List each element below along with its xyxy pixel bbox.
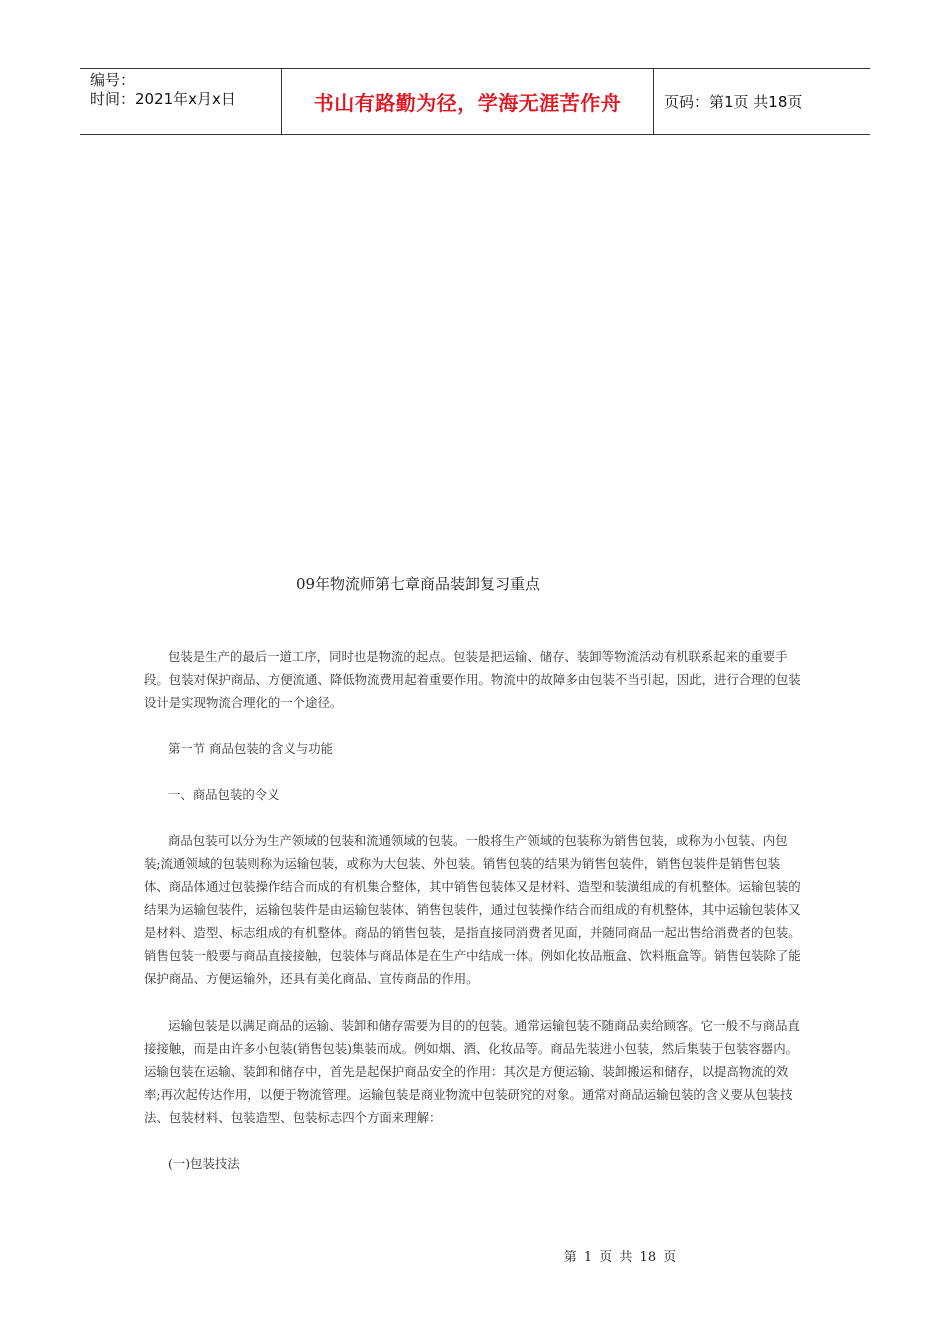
header-page-number: 页码：第1页 共18页 (664, 93, 803, 111)
paragraph-intro: 包装是生产的最后一道工序，同时也是物流的起点。包装是把运输、储存、装卸等物流活动有机联系起来的重要手段。包装对保护商品、方便流通、降低物流费用起着重要作用。物流中的故障多由包装不当引起，因此，进行合理的包装设计是实现物流合理化的一个途径。 (144, 649, 801, 710)
subheading-packaging-technique: (一)包装技法 (168, 1156, 240, 1171)
time-label: 时间：2021年x月x日 (90, 90, 236, 108)
document-title: 09年物流师第七章商品装卸复习重点 (295, 575, 541, 593)
header-table (80, 68, 870, 135)
page-footer: 第 1 页 共 18 页 (563, 1250, 677, 1265)
paragraph-sales-packaging: 商品包装可以分为生产领域的包装和流通领域的包装。一般将生产领域的包装称为销售包装，或称为小包装、内包装;流通领域的包装则称为运输包装，或称为大包装、外包装。销售包装的结果为销售包装件，销售包装件是销售包装体、商品体通过包装操作结合而成的有机集合整体，其中销售包装体又是材料、造型和装潢组成的有机整体。运输包装的结果为运输包装件，运输包装件是由运输包装体、销售包装件，通过包装操作结合而组成的有机整体，其中运输包装体又是材料、造型、标志组成的有机整体。商品的销售包装，是指直接同消费者见面，并随同商品一起出售给消费者的包装。销售包装一般要与商品直接接触，包装体与商品体是在生产中结成一体。例如化妆品瓶盒、饮料瓶盒等。销售包装除了能保护商品、方便运输外，还具有美化商品、宣传商品的作用。 (144, 833, 801, 986)
header-motto: 书山有路勤为径，学海无涯苦作舟 (282, 69, 654, 134)
subsection-heading: 一、商品包装的令义 (168, 787, 280, 802)
section-heading: 第一节 商品包装的含义与功能 (168, 741, 334, 756)
header-meta-cell (80, 69, 282, 134)
paragraph-transport-packaging: 运输包装是以满足商品的运输、装卸和储存需要为目的的包装。通常运输包装不随商品卖给顾客。它一般不与商品直接接触，而是由许多小包装(销售包装)集装而成。例如烟、酒、化妆品等。商品先装进小包装，然后集装于包装容器内。运输包装在运输、装卸和储存中，首先是起保护商品安全的作用：其次是方便运输、装卸搬运和储存，以提高物流的效率;再次起传达作用，以便于物流管理。运输包装是商业物流中包装研究的对象。通常对商品运输包装的含义要从包装技法、包装材料、包装造型、包装标志四个方面来理解： (144, 1018, 800, 1125)
serial-number-label: 编号： (90, 71, 136, 89)
document-body (144, 645, 802, 1175)
